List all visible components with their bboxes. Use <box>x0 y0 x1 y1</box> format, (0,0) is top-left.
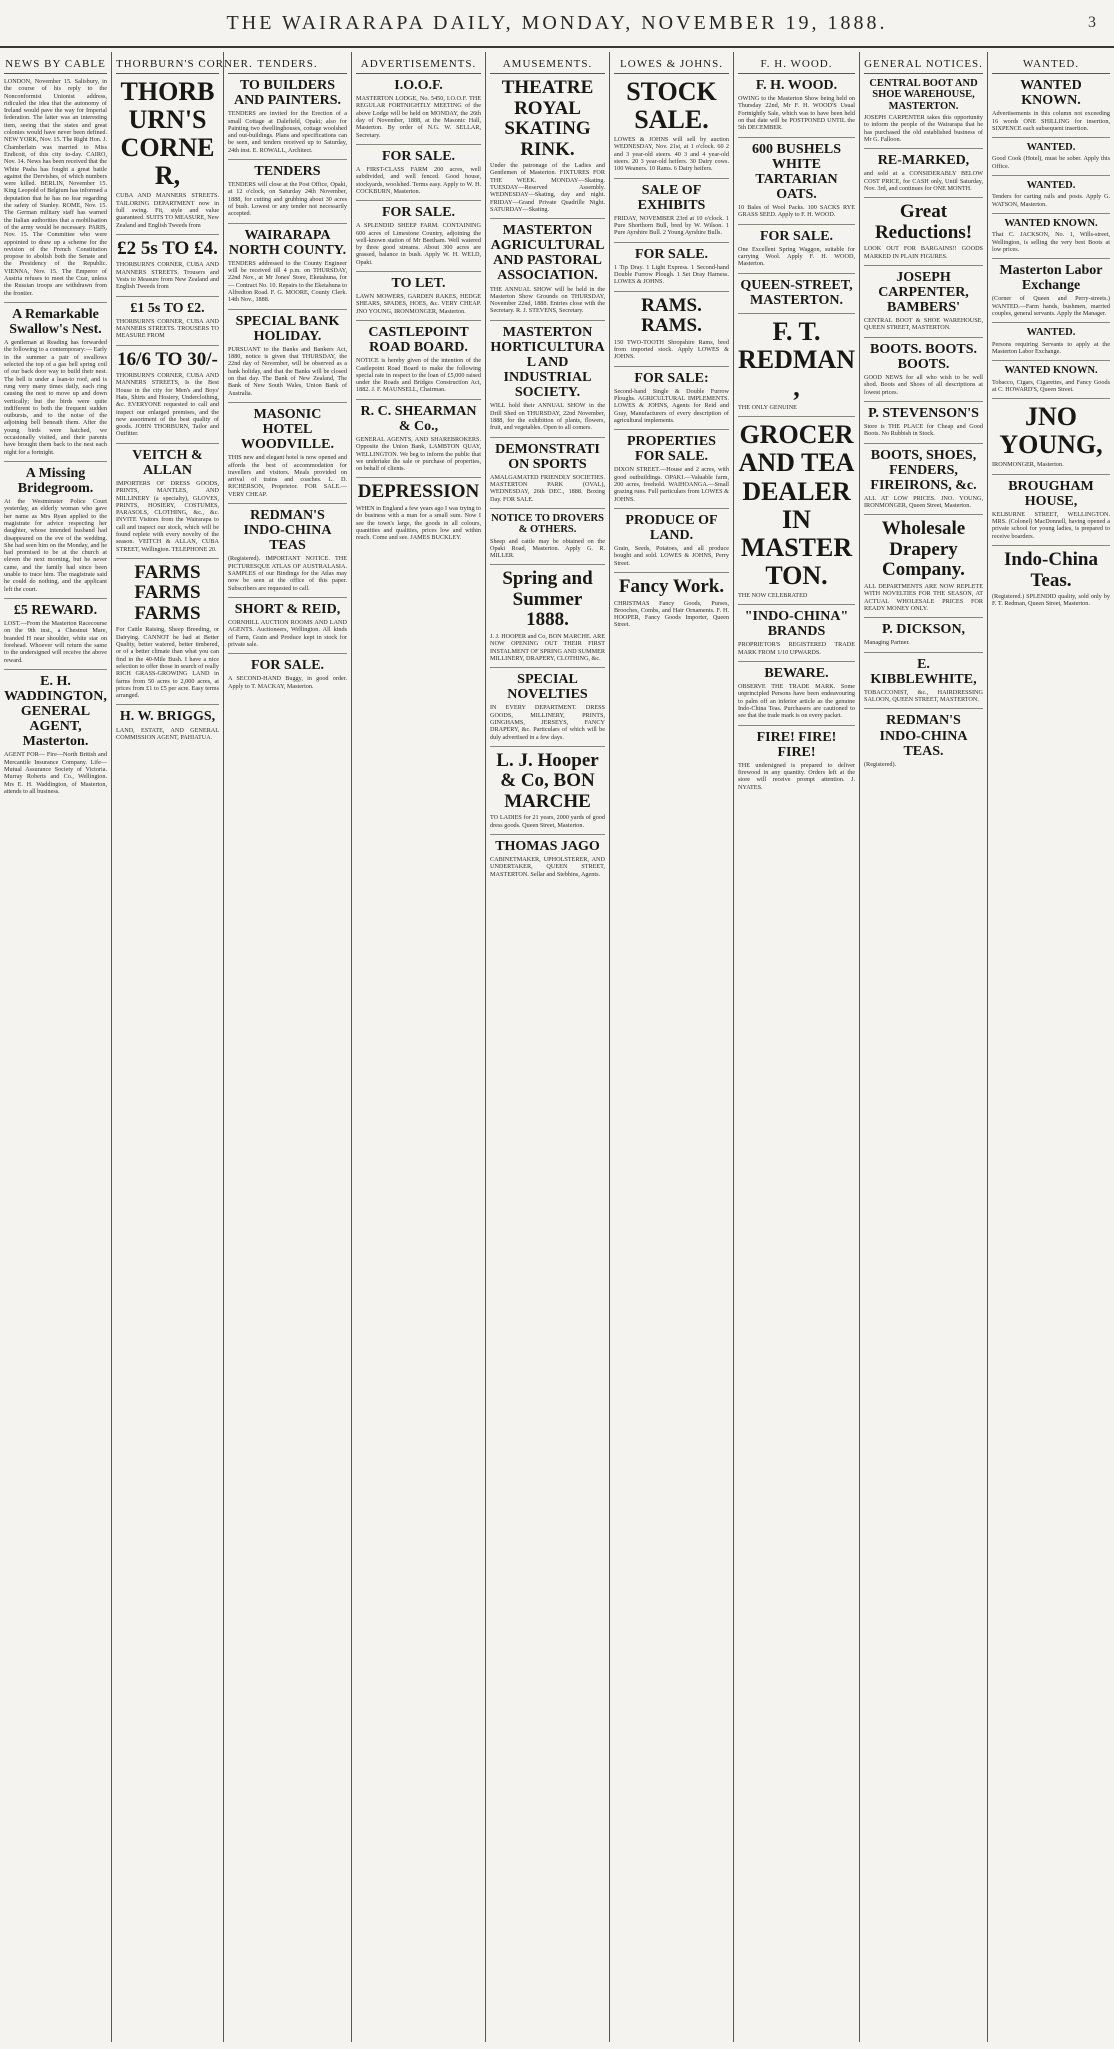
advertisement-item <box>864 197 983 260</box>
advertisement-item <box>992 545 1110 608</box>
advertisement-item <box>228 309 347 397</box>
item-body-text: LAWN MOWERS, GARDEN RAKES, HEDGE SHEARS, SPADES, HOES, &c. VERY CHEAP. JNO YOUNG, IRONMONGER, Masterton. <box>356 293 481 315</box>
item-heading: THORBURN'S CORNER, <box>120 77 215 191</box>
item-heading: REDMAN'S INDO-CHINA TEAS <box>243 508 332 554</box>
advertisement-item <box>738 78 855 132</box>
column-body <box>864 78 983 768</box>
item-heading: PROPERTIES FOR SALE. <box>627 434 716 465</box>
column-5 <box>486 52 610 2042</box>
column-body <box>356 78 481 541</box>
item-body-text: and sold at a CONSIDERABLY BELOW COST PRICE, for CASH only, Until Saturday, Nov. 3rd, and continues for ONE MONTH. <box>864 170 983 192</box>
item-body-text: DIXON STREET.—House and 2 acres, with good outbuildings. OPAKI.—Valuable farm, 200 acres, freehold. WAIHOANGA.—Small grazing runs. Full particulars from LOWES & JOHNS. <box>614 466 729 503</box>
item-body-text: LOWES & JOHNS will sell by auction WEDNESDAY, Nov. 21st, at 1 o'clock. 60 2 and 3 year-old steers. 40 3 and 4 year-old steers. 20 3 year-old heifers. 30 Dairy cows. 100 Weaners. 10 Rams. 6 Dairy heifers. <box>614 136 729 173</box>
item-body-text: THORBURN'S CORNER, CUBA AND MANNERS STREETS, Is the Best House in the city for Men's and Boys' Hats, Shirts and Hosiery, Underclothing, &c. EVERYONE requested to call and inspect our enlarged premises, and the new assortment of the best quality of goods. JOHN THORBURN, Tailor and Outfitter. <box>116 372 219 438</box>
column-header: GENERAL NOTICES. <box>864 54 983 74</box>
item-body-text: IN EVERY DEPARTMENT. DRESS GOODS, MILLINERY, PRINTS, GINGHAMS, JERSEYS, FANCY DRAPERY, &c. Particulars of which will be duly advertised in a few days. <box>490 704 605 741</box>
advertisement-item <box>614 572 729 629</box>
item-heading: SALE OF EXHIBITS <box>637 182 706 213</box>
advertisement-item <box>4 598 107 664</box>
item-heading: Indo-China Teas. <box>1004 548 1098 591</box>
column-header: ADVERTISEMENTS. <box>356 54 481 74</box>
item-body-text: 10 Bales of Wool Packs. 100 SACKS RYE GRASS SEED. Apply to F. H. WOOD. <box>738 204 855 219</box>
item-body-text: 150 TWO-TOOTH Shropshire Rams, bred from imported stock. Apply LOWES & JOHNS. <box>614 338 729 361</box>
item-body-text: THIS new and elegant hotel is now opened and affords the best of accommodation for travellers and visitors. Meals provided on arrival of trains and coaches. L. D. RICHERSON, Proprietor. FOR SALE.—VERY CHEAP. <box>228 454 347 498</box>
column-body <box>614 78 729 629</box>
item-body-text: LOOK OUT FOR BARGAINS!! GOODS MARKED IN PLAIN FIGURES. <box>864 245 983 260</box>
item-heading: P. STEVENSON'S <box>868 405 979 421</box>
item-heading: F. H. WOOD. <box>755 78 838 93</box>
column-header: THORBURN'S CORNER. <box>116 54 219 74</box>
item-heading: VEITCH & ALLAN <box>132 447 203 478</box>
advertisement-item <box>614 78 729 173</box>
item-body-text: JOSEPH CARPENTER takes this opportunity to inform the people of the Wairarapa that he has purchased the old established business of Mr G. Falloon. <box>864 113 983 143</box>
advertisement-item <box>614 508 729 567</box>
page-number: 3 <box>1088 14 1096 31</box>
item-heading: WANTED. <box>1026 142 1076 154</box>
item-body-text: GOOD NEWS for all who wish to be well shod. Boots and Shoes of all descriptions at lowest prices. <box>864 373 983 396</box>
item-heading: H. W. BRIGGS, <box>119 709 216 725</box>
advertisement-item <box>864 337 983 396</box>
column-3 <box>224 52 352 2042</box>
advertisement-item <box>992 474 1110 540</box>
item-heading: Fancy Work. <box>618 576 725 598</box>
advertisement-item <box>116 558 219 700</box>
advertisement-item <box>116 234 219 291</box>
advertisement-item <box>228 503 347 592</box>
item-heading: FOR SALE. <box>759 228 834 244</box>
item-heading: THOMAS JAGO <box>495 839 600 855</box>
advertisement-item <box>992 398 1110 468</box>
item-heading: Masterton Labor Exchange <box>999 263 1103 294</box>
advertisement-item <box>228 223 347 304</box>
advertisement-item <box>356 200 481 266</box>
item-heading: RE-MARKED, <box>877 153 970 169</box>
item-body-text: TENDERS are invited for the Erection of a small Cottage at Dalefield, Opaki; also for Painting two dwellinghouses, cottage woolshed and out-buildings. Plans and specifications can be seen, and tenders received up to Saturday, 24th inst. E. ROWALL, Architect. <box>228 110 347 154</box>
column-body <box>490 78 605 878</box>
advertisement-item <box>864 78 983 143</box>
item-body-text: A SECOND-HAND Buggy, in good order. Apply to T. MACKAY, Masterton. <box>228 675 347 690</box>
advertisement-item <box>490 78 605 213</box>
item-heading: SHORT & REID, <box>234 601 341 617</box>
item-heading: SPECIAL BANK HOLIDAY. <box>235 313 340 344</box>
advertisement-item <box>228 653 347 690</box>
item-heading: FOR SALE. <box>381 205 456 221</box>
advertisement-item <box>864 652 983 704</box>
advertisement-item <box>490 746 605 829</box>
advertisement-item <box>228 597 347 648</box>
item-heading: QUEEN-STREET, MASTERTON. <box>740 277 853 308</box>
item-body-text: PROPRIETOR'S REGISTERED TRADE MARK FROM 1/10 UPWARDS. <box>738 641 855 656</box>
advertisement-item <box>490 320 605 432</box>
advertisement-item <box>738 661 855 720</box>
item-body-text: Advertisements in this column not exceeding 16 words ONE SHILLING for insertion, SIXPENCE each subsequent insertion. <box>992 110 1110 132</box>
item-heading: WANTED KNOWN. <box>1004 217 1098 229</box>
item-body-text: For Cattle Raising, Sheep Breeding, or Dairying. CANNOT be had at Better Quality, better watered, better timbered, or of a better climate than what you can find in the 40-Mile Bush. I have a nice selection to offer those in search of really RICH GRASS-GROWING LAND in farms from 50 acres to 2,000 acres, at prices from £1 to £5 per acre. Easy terms arranged. <box>116 626 219 700</box>
column-header: AMUSEMENTS. <box>490 54 605 74</box>
advertisement-item <box>738 224 855 268</box>
item-body-text: IMPORTERS OF DRESS GOODS, PRINTS, MANTLES, AND MILLINERY (a specialty), GLOVES, PRINTS, HOSIERY, COSTUMES, PARASOLS, CLOTHING, &c., &c. INVITE Visitors from the Wairarapa to call and inspect our stock, which will be found replete with every novelty of the season. VEITCH & ALLAN, CUBA STREET, Wellington. TELEPHONE 20. <box>116 479 219 553</box>
column-body <box>992 78 1110 608</box>
item-heading: Great Reductions! <box>874 201 973 243</box>
advertisement-item <box>864 148 983 192</box>
item-heading: THEATRE ROYAL SKATING RINK. <box>501 77 594 160</box>
masthead <box>0 0 1114 48</box>
advertisement-item <box>490 508 605 560</box>
item-heading: A Remarkable Swallow's Nest. <box>9 306 102 338</box>
advertisement-item <box>992 137 1110 170</box>
item-body-text: At the Westminster Police Court yesterday, an elderly woman who gave her name as Mrs Ryan applied to the magistrate for advice respecting her daughter, whose intended husband had disappeared on the eve of the wedding. She had seen him on the Monday, and he had promised to be at the church at eleven the next morning, but he never came, and the family had since been unable to trace him. The magistrate said he could do nothing, and the applicant left the court. <box>4 498 107 593</box>
advertisement-item <box>356 477 481 541</box>
item-heading: BOOTS. BOOTS. BOOTS. <box>870 341 977 372</box>
item-heading: TO LET. <box>391 276 446 292</box>
item-heading: R. C. SHEARMAN & Co., <box>360 403 477 434</box>
item-heading: CENTRAL BOOT AND SHOE WAREHOUSE, MASTERTON. <box>869 78 978 112</box>
advertisement-item <box>738 273 855 308</box>
item-body-text: IRONMONGER, Masterton. <box>992 461 1064 469</box>
advertisement-item <box>4 669 107 795</box>
advertisement-item <box>992 213 1110 253</box>
advertisement-item <box>864 708 983 768</box>
item-body-text: THORBURN'S CORNER, CUBA AND MANNERS STREETS. TROUSERS TO MEASURE FROM <box>116 317 219 340</box>
item-body-text: Store is THE PLACE for Cheap and Good Boots. No Rubbish in Stock. <box>864 422 983 438</box>
item-heading: FOR SALE. <box>634 246 709 262</box>
item-body-text: CABINETMAKER, UPHOLSTERER, AND UNDERTAKER, QUEEN STREET, MASTERTON. Sellar and Stebbins, Agents. <box>490 856 605 878</box>
item-body-text: TENDERS will close at the Post Office, Opaki, at 12 o'clock, on Saturday 24th November, 1888, for cutting and grubbing about 30 acres of bush. Lowest or any tender not necessarily accepted. <box>228 181 347 218</box>
advertisement-item <box>356 271 481 315</box>
item-heading: I.O.O.F. <box>394 78 443 93</box>
item-heading: 600 BUSHELS WHITE TARTARIAN OATS. <box>751 141 842 202</box>
item-body-text: Under the patronage of the Ladies and Gentlemen of Masterton. FIXTURES FOR THE WEEK. MONDAY—Skating. TUESDAY—Reserved Assembly. WEDNESDAY—Skating, day and night. FRIDAY—Grand Private Quadrille Night. SATURDAY—Skating. <box>490 162 605 213</box>
item-body-text: (Corner of Queen and Perry-streets.) WANTED.—Farm hands, bushmen, married couples, general servants. Apply the Manager. <box>992 295 1110 317</box>
item-heading: £5 REWARD. <box>13 602 98 618</box>
item-body-text: WILL hold their ANNUAL SHOW in the Drill Shed on THURSDAY, 22nd November, 1888, for the exhibition of plants, flowers, fruit, and vegetables. Open to all comers. <box>490 402 605 432</box>
column-header: F. H. WOOD. <box>738 54 855 74</box>
item-heading: FOR SALE. <box>381 148 456 164</box>
advertisement-item <box>738 137 855 219</box>
advertisement-item <box>356 144 481 195</box>
advertisement-item <box>356 78 481 139</box>
column-body <box>4 78 107 795</box>
item-heading: L. J. Hooper & Co, BON MARCHE <box>496 749 599 812</box>
item-heading: 16/6 TO 30/- <box>117 348 218 370</box>
item-heading: A Missing Bridegroom. <box>17 465 94 496</box>
advertisement-item <box>864 443 983 510</box>
advertisement-item <box>864 401 983 438</box>
column-header: LOWES & JOHNS. <box>614 54 729 74</box>
item-heading: PRODUCE OF LAND. <box>625 512 718 544</box>
item-heading: GROCER AND TEA DEALER IN MASTERTON. <box>738 420 855 590</box>
item-body-text: GENERAL AGENTS, AND SHAREBROKERS. Opposite the Union Bank, LAMBTON QUAY, WELLINGTON. We beg to inform the public that we undertake the sale or purchase of properties, on behalf of clients. <box>356 436 481 473</box>
advertisement-item <box>614 242 729 286</box>
column-9 <box>988 52 1114 2042</box>
item-heading: F. T. REDMAN, <box>738 316 855 402</box>
item-heading: £1 5s TO £2. <box>130 300 205 316</box>
item-heading: WANTED. <box>1026 327 1076 339</box>
item-body-text: WHEN in England a few years ago I was trying to do business with a man for a small sum. Now I see the town's large, the goods in all colours, quantities and qualities, prices low and within reach. Come and see. JAMES BUCKLEY. <box>356 505 481 542</box>
item-heading: MASTERTON AGRICULTURAL AND PASTORAL ASSOCIATION. <box>490 223 605 284</box>
column-2 <box>112 52 253 2042</box>
advertisement-item <box>116 704 219 741</box>
advertisement-item <box>614 178 729 237</box>
item-heading: E. H. WADDINGTON, GENERAL AGENT, Masterton. <box>4 673 107 750</box>
item-body-text: TENDERS addressed to the County Engineer will be received till 4 p.m. on THURSDAY, 22nd Nov., at Mr Jones' Store, Eketahuna, for— Contract No. 10. Repairs to the Eketahuna to Alfredton Road. F. G. MOORE, County Clerk. 14th Nov., 1888. <box>228 259 347 304</box>
advertisement-item <box>490 564 605 662</box>
item-body-text: NOTICE is hereby given of the intention of the Castlepoint Road Board to make the following special rate in respect to the loan of £5,000 raised under the Roads and Bridges Construction Act, 1882. J. F. MAUNSELL, Chairman. <box>356 357 481 394</box>
item-body-text: ALL DEPARTMENTS ARE NOW REPLETE WITH NOVELTIES FOR THE SEASON, AT ACTUAL WHOLESALE PRICES FOR READY MONEY ONLY. <box>864 583 983 612</box>
item-body-text: ALL AT LOW PRICES. JNO. YOUNG, IRONMONGER, Queen Street, Masterton. <box>864 494 983 510</box>
advertisement-item <box>356 399 481 473</box>
column-body <box>228 78 347 690</box>
item-body-text: TO LADIES for 21 years, 2000 yards of good dress goods. Queen Street, Masterton. <box>490 814 605 829</box>
item-body-text: CENTRAL BOOT & SHOE WAREHOUSE, QUEEN STREET, MASTERTON. <box>864 317 983 332</box>
advertisement-item <box>490 667 605 741</box>
item-heading: NOTICE TO DROVERS & OTHERS. <box>491 512 604 536</box>
item-body-text: FRIDAY, NOVEMBER 23rd at 10 o'clock. 1 Pure Shorthorn Bull, bred by W. Wilson. 1 Pure Ayrshire Bull. 2 Young Ayrshire Bulls. <box>614 214 729 237</box>
item-heading: TENDERS <box>254 164 321 179</box>
item-body-text: THE ANNUAL SHOW will be held in the Masterton Show Grounds on THURSDAY, November 22nd, 1888. Entries close with the Secretary. R. J. STEVENS, Secretary. <box>490 285 605 315</box>
item-heading: MASTERTON HORTICULTURAL AND INDUSTRIAL SOCIETY. <box>490 324 605 401</box>
item-body-text: MASTERTON LODGE, No. 5450, I.O.O.F. THE REGULAR FORTNIGHTLY MEETING of the above Lodge will be held on MONDAY, the 26th day of November, 1888, at the Masonic Hall, Masterton. By order of N.G. W. SELLAR, Secretary. <box>356 95 481 139</box>
item-heading: DEMONSTRATION SPORTS <box>495 441 600 472</box>
advertisement-item <box>992 360 1110 393</box>
item-heading: JNO YOUNG, <box>999 402 1103 460</box>
advertisement-item <box>4 78 107 297</box>
item-heading: E. KIBBLEWHITE, <box>870 656 977 687</box>
advertisement-item <box>356 320 481 394</box>
item-body-text: Good Cook (Hotel), must be sober. Apply this Office. <box>992 155 1110 170</box>
advertisement-item <box>614 291 729 361</box>
item-body-text: J. J. HOOPER and Co, BON MARCHE. ARE NOW OPENING OUT THEIR FIRST INSTALMENT OF SPRING AND SUMMER MILLINERY, DRAPERY, CLOTHING, &c. <box>490 633 605 662</box>
advertisement-item <box>116 443 219 553</box>
column-header: TENDERS. <box>228 54 347 74</box>
item-body-text: LOST.—From the Masterton Racecourse on the 9th inst., a Chestnut Mare, branded H near shoulder, white star on forehead. Whoever will return the same to the undersigned will receive the above reward. <box>4 620 107 664</box>
advertisement-item <box>490 218 605 315</box>
item-heading: BROUGHAM HOUSE, <box>1008 478 1094 509</box>
advertisement-item <box>992 322 1110 355</box>
advertisement-item <box>228 402 347 498</box>
item-body-text: Persons requiring Servants to apply at the Masterton Labor Exchange. <box>992 340 1110 355</box>
item-heading: WANTED. <box>1026 180 1076 192</box>
item-heading: BOOTS, SHOES, FENDERS, FIREIRONS, &c. <box>870 447 977 493</box>
advertisement-item <box>4 302 107 456</box>
advertisement-item <box>614 366 729 425</box>
item-heading: CASTLEPOINT ROAD BOARD. <box>368 325 469 356</box>
item-heading: STOCK SALE. <box>626 77 717 135</box>
item-body-text: CUBA AND MANNERS STREETS. TAILORING DEPARTMENT now in full swing. Fit, style and value guaranteed. SUITS TO MEASURE, New Zealand and English Tweeds from <box>116 192 219 229</box>
item-body-text: CORNHILL AUCTION ROOMS AND LAND AGENTS. Auctioneers, Wellington. All kinds of Farm, Grain and Produce kept in stock for private sale. <box>228 618 347 648</box>
item-body-text: OWING to the Masterton Show being held on Thursday 22nd, Mr F. H. WOOD'S Usual Fortnightly Sale, which was to have been held on that date will be POSTPONED UNTIL the 5th DECEMBER. <box>738 95 855 132</box>
item-body-text: OBSERVE THE TRADE MARK. Some unprincipled Persons have been endeavouring to palm off an inferior article as the genuine Indo-China Teas. Purchasers are cautioned to see that the trade mark is on every packet. <box>738 683 855 720</box>
column-4 <box>352 52 486 2042</box>
advertisement-item <box>228 159 347 218</box>
item-body-text: (Registered.) SPLENDID quality, sold only by F. T. Redman, Queen Street, Masterton. <box>992 593 1110 608</box>
item-body-text: (Registered). IMPORTANT NOTICE. THE PICTURESQUE ATLAS OF AUSTRALASIA. SAMPLES of our Bindings for the Atlas may now be seen at the office of this paper. Subscribers are requested to call. <box>228 555 347 592</box>
item-heading: FOR SALE: <box>634 370 709 386</box>
item-body-text: KELBURNE STREET, WELLINGTON. MRS. (Colonel) MacDonnell, having opened a private school for young ladies, is prepared to receive boarders. <box>992 510 1110 540</box>
item-heading: SPECIAL NOVELTIES <box>507 672 588 703</box>
item-body-text: THE NOW CELEBRATED <box>738 591 808 599</box>
item-body-text: That C. JACKSON, No. 1, Wills-street, Wellington, is selling the very best Boots at low prices. <box>992 231 1110 253</box>
advertisement-item <box>116 296 219 340</box>
item-body-text: AGENT FOR— Fire—North British and Mercantile Insurance Company. Life—Mutual Assurance Society of Victoria. Murray Roberts and Co., Wellington. Mrs E. H. Waddington, of Masterton, attends to all business. <box>4 751 107 795</box>
advertisement-item <box>614 429 729 503</box>
advertisement-item <box>4 461 107 593</box>
advertisement-item <box>992 78 1110 132</box>
item-heading: RAMS. RAMS. <box>641 294 702 337</box>
column-1 <box>0 52 112 2042</box>
item-heading: P. DICKSON, <box>881 622 966 638</box>
item-body-text: CHRISTMAS Fancy Goods, Purses, Brooches, Combs, and Hair Ornaments. F. H. HOOPER, Fancy Goods Importer, Queen Street. <box>614 599 729 629</box>
advertisement-item <box>116 78 219 229</box>
item-body-text: THE undersigned is prepared to deliver firewood in any quantity. Orders left at the store will receive prompt attention. J. NYATES. <box>738 761 855 791</box>
item-body-text: TOBACCONIST, &c., HAIRDRESSING SALOON, QUEEN STREET, MASTERTON. <box>864 688 983 704</box>
item-body-text: LONDON, November 15. Salisbury, in the course of his reply to the Nonconformist Unionist address, ridiculed the idea that the autonomy of Ireland would pave the way for Imperial federation. The latter was an interesting item, seeing that the states and great colonies would have never been defined. NEW YORK, Nov. 15. The Right Hon. J. Chamberlain was married to Miss Endicott, of this city to-day. CAIRO, Nov. 14. News has been received that the White Pasha has fought a great battle against the Dervishes, of which numbers were killed. BERLIN, November 15. King Leopold of Belgium has informed a deputation that he has no fear regarding the safety of Stanley. ROME, Nov. 15. The German military staff has warned the Italian authorities that a mobilisation of the army would be necessary. PARIS, Nov. 15. The Committee who were appointed to draw up a scheme for the revision of the French Constitution propose to abolish both the Senate and the Presidency of the Republic. VIENNA, Nov. 15. The Emperor of Austria refuses to meet the Czar, unless the Russian troops are withdrawn from the frontier. <box>4 78 107 297</box>
item-body-text: A FIRST-CLASS FARM 200 acres, well subdivided, and well fenced. Good house, stockyards, woolshed. Terms easy. Apply to W. H. COCKBURN, Masterton. <box>356 166 481 195</box>
item-heading: FIRE! FIRE! FIRE! <box>756 729 837 760</box>
item-heading: Wholesale Drapery Company. <box>881 518 966 581</box>
item-body-text: 1 Tip Dray. 1 Light Express. 1 Second-hand Double Furrow Plough. 1 Set Dray Harness. LOWES & JOHNS. <box>614 263 729 286</box>
masthead-title: THE WAIRARAPA DAILY, MONDAY, NOVEMBER 19, 1888. <box>226 11 888 34</box>
item-heading: Spring and Summer 1888. <box>502 568 593 631</box>
column-header: NEWS BY CABLE <box>4 54 107 74</box>
item-heading: TO BUILDERS AND PAINTERS. <box>233 78 342 109</box>
item-body-text: Second-hand Single & Double Furrow Ploughs. AGRICULTURAL IMPLEMENTS. LOWES & JOHNS, Agents for Reid and Gray, Manufacturers of every description of agricultural implements. <box>614 387 729 424</box>
item-heading: WANTED KNOWN. <box>1020 78 1082 109</box>
item-heading: WANTED KNOWN. <box>1004 365 1098 377</box>
column-body <box>738 78 855 791</box>
advertisement-item <box>864 617 983 646</box>
item-body-text: Tobacco, Cigars, Cigarettes, and Fancy Goods at C. HOWARD'S, Queen Street. <box>992 378 1110 393</box>
item-body-text: (Registered). <box>864 760 897 768</box>
advertisement-item <box>116 345 219 438</box>
item-body-text: LAND, ESTATE, AND GENERAL COMMISSION AGENT, PAHIATUA. <box>116 726 219 741</box>
advertisement-item <box>490 437 605 503</box>
item-heading: DEPRESSION <box>357 481 480 503</box>
advertisement-item <box>738 313 855 412</box>
item-body-text: Managing Partner. <box>864 639 910 647</box>
item-heading: MASONIC HOTEL WOODVILLE. <box>241 406 334 453</box>
item-heading: £2 5s TO £4. <box>117 237 218 259</box>
item-body-text: PURSUANT to the Banks and Bankers Act, 1880, notice is given that THURSDAY, the 22nd day of November, will be observed as a bank holiday, and that the Banks will be closed on that day. The Bank of New Zealand, The Bank of New South Wales, Union Bank of Australia. <box>228 345 347 397</box>
column-6 <box>610 52 734 2042</box>
advertisement-item <box>738 416 855 599</box>
item-body-text: Tenders for carting rails and posts. Apply G. WATSON, Masterton. <box>992 193 1110 208</box>
advertisement-item <box>738 604 855 656</box>
column-8 <box>860 52 988 2042</box>
advertisement-item <box>992 175 1110 208</box>
column-body <box>116 78 219 741</box>
advertisement-item <box>864 265 983 332</box>
item-body-text: Grain, Seeds, Potatoes, and all produce bought and sold. LOWES & JOHNS, Perry Street. <box>614 545 729 567</box>
item-body-text: AMALGAMATED FRIENDLY SOCIETIES. MASTERTON PARK (OVAL), WEDNESDAY, 26th DEC., 1888. Boxing Day. FOR SALE. <box>490 473 605 503</box>
item-body-text: One Excellent Spring Waggon, suitable for carrying Wool. Apply F. H. WOOD, Masterton. <box>738 245 855 268</box>
column-header: WANTED. <box>992 54 1110 74</box>
item-body-text: A gentleman at Reading has forwarded the following to a contemporary:— Early in the summer a pair of swallows selected the top of a gas bell spring coil of our back door way to build their nest. The bell is under a lean-to roof, and is rung very many times daily, each ring causing the nest to move up and down vertically; but the birds were quite indifferent to both the frequent sudden outbursts, and to the noise of the adjoining bell beneath them. After the young birds were hatched, we occasionally visited, and their parents have brought them back to the nest each night for a fortnight. <box>4 339 107 456</box>
item-heading: FARMS FARMS FARMS <box>134 561 201 624</box>
item-heading: "INDO-CHINA" BRANDS <box>744 609 849 640</box>
item-body-text: A SPLENDID SHEEP FARM. CONTAINING 600 acres of Limestone Country, adjoining the well-known station of Mr Beetham. Well watered by three good streams. About 300 acres are grassed, balance in bush. Apply W. H. WELD, Opaki. <box>356 222 481 266</box>
advertisement-item <box>228 78 347 154</box>
advertisement-item <box>738 725 855 791</box>
item-heading: JOSEPH CARPENTER, BAMBERS' <box>878 269 969 316</box>
item-body-text: THORBURN'S CORNER, CUBA AND MANNERS STREETS. Trousers and Vests to Measure from New Zealand and English Tweeds from <box>116 261 219 291</box>
item-body-text: Sheep and cattle may be obtained on the Opaki Road, Masterton. Apply G. R. MILLER. <box>490 537 605 560</box>
column-7 <box>734 52 860 2042</box>
item-body-text: THE ONLY GENUINE <box>738 404 797 412</box>
advertisement-item <box>864 514 983 612</box>
advertisement-item <box>992 258 1110 317</box>
columns-container <box>0 52 1114 2042</box>
item-heading: BEWARE. <box>764 665 829 681</box>
item-heading: WAIRARAPA NORTH COUNTY. <box>228 227 347 258</box>
advertisement-item <box>490 834 605 878</box>
item-heading: FOR SALE. <box>250 658 325 674</box>
item-heading: REDMAN'S INDO-CHINA TEAS. <box>879 713 968 759</box>
